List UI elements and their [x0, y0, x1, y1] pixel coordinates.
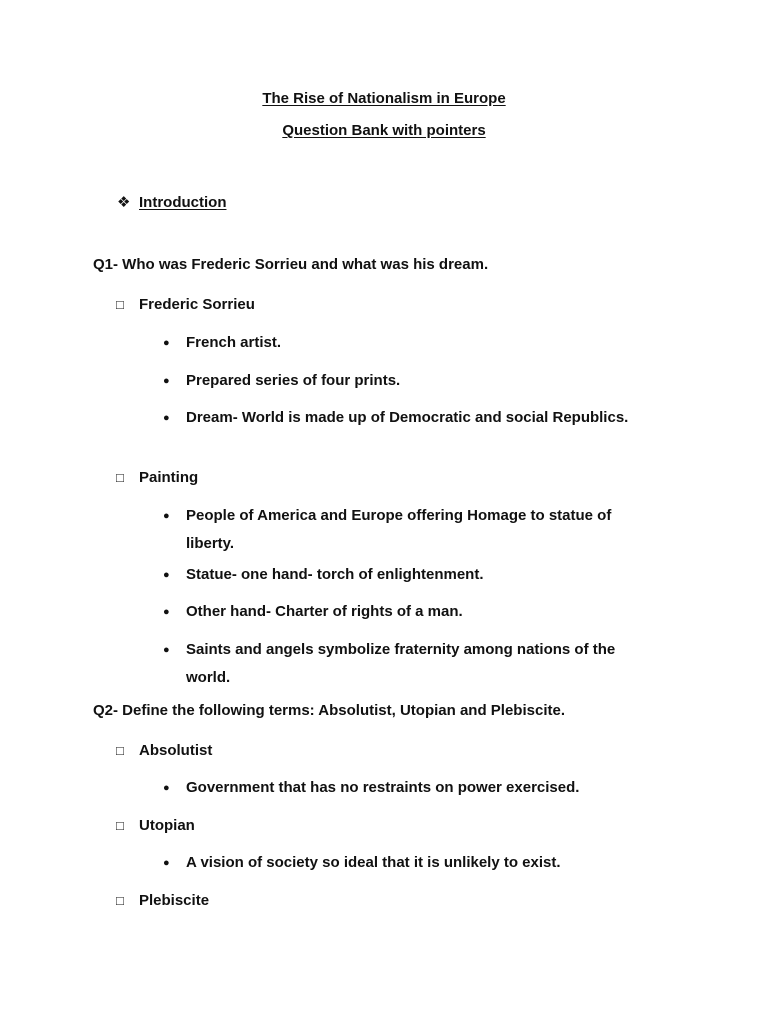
list-item: Government that has no restraints on power exercised. — [186, 779, 580, 796]
q1-group-heading-frederic-sorrieu: Frederic Sorrieu — [139, 296, 255, 313]
document-title: The Rise of Nationalism in Europe — [262, 90, 506, 107]
list-item: Prepared series of four prints. — [186, 372, 401, 389]
dot-bullet-icon: ● — [163, 644, 170, 656]
square-bullet-icon: □ — [116, 470, 124, 485]
document-subtitle: Question Bank with pointers — [282, 122, 486, 139]
dot-bullet-icon: ● — [163, 412, 170, 424]
q2-group-heading-utopian: Utopian — [139, 817, 195, 834]
dot-bullet-icon: ● — [163, 857, 170, 869]
section-heading-introduction: Introduction — [139, 194, 227, 211]
list-item: People of America and Europe offering Homage to statue of — [186, 507, 612, 524]
question-1: Q1- Who was Frederic Sorrieu and what was his dream. — [93, 256, 489, 273]
q1-group-heading-painting: Painting — [139, 469, 199, 486]
dot-bullet-icon: ● — [163, 782, 170, 794]
square-bullet-icon: □ — [116, 297, 124, 312]
dot-bullet-icon: ● — [163, 510, 170, 522]
dot-bullet-icon: ● — [163, 375, 170, 387]
dot-bullet-icon: ● — [163, 569, 170, 581]
question-2: Q2- Define the following terms: Absolutist, Utopian and Plebiscite. — [93, 702, 565, 719]
square-bullet-icon: □ — [116, 743, 124, 758]
list-item-continuation: world. — [186, 669, 231, 686]
square-bullet-icon: □ — [116, 818, 124, 833]
list-item: Dream- World is made up of Democratic and social Republics. — [186, 409, 629, 426]
dot-bullet-icon: ● — [163, 606, 170, 618]
list-item: Saints and angels symbolize fraternity among nations of the — [186, 641, 616, 658]
list-item-continuation: liberty. — [186, 535, 235, 552]
list-item: Other hand- Charter of rights of a man. — [186, 603, 463, 620]
dot-bullet-icon: ● — [163, 337, 170, 349]
diamond-bullet-icon: ❖ — [117, 194, 131, 211]
list-item: French artist. — [186, 334, 282, 351]
square-bullet-icon: □ — [116, 893, 124, 908]
q2-group-heading-absolutist: Absolutist — [139, 742, 213, 759]
list-item: A vision of society so ideal that it is unlikely to exist. — [186, 854, 561, 871]
list-item: Statue- one hand- torch of enlightenment. — [186, 566, 484, 583]
q2-group-heading-plebiscite: Plebiscite — [139, 892, 210, 909]
